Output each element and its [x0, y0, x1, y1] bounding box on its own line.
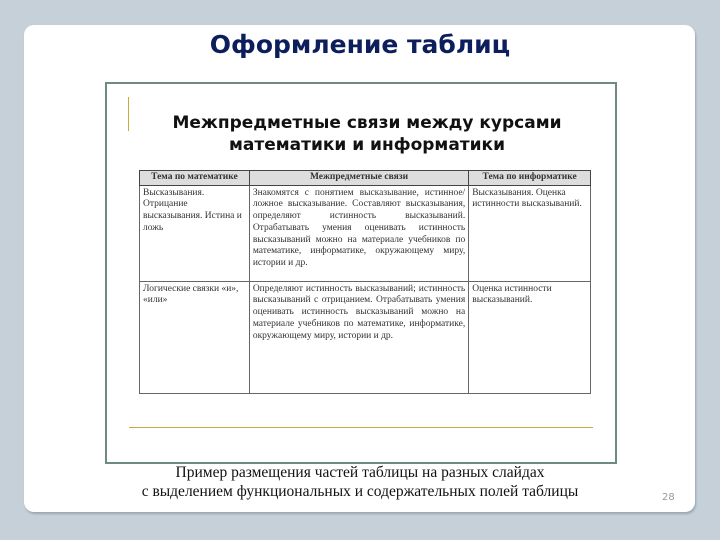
accent-line-horizontal — [129, 427, 593, 428]
table-row — [140, 185, 591, 281]
table-header-row — [140, 171, 591, 186]
caption-line1: Пример размещения частей таблицы на разных слайдах — [175, 464, 545, 481]
table-cell: Оценка истинности высказываний. — [469, 281, 591, 393]
table-cell: Высказывания. Оценка истинности высказываний. — [469, 185, 591, 281]
table-cell: Логические связки «и», «или» — [140, 281, 250, 393]
accent-line-vertical — [128, 97, 129, 131]
image-heading — [147, 112, 587, 156]
header-math: Тема по математике — [140, 171, 250, 186]
table-cell: Знакомятся с понятием высказывание, истинное/ложное высказывание. Составляют высказывания, определяют истинность высказываний. Отрабатывать умения оценивать истинность высказываний можно на материале учебников по математике, информатике, окружающему миру, истории и др. — [249, 185, 468, 281]
table-cell: Высказывания. Отрицание высказывания. Истина и ложь — [140, 185, 250, 281]
table-row — [140, 281, 591, 393]
image-heading-line2: математики и информатики — [228, 135, 506, 155]
caption — [95, 463, 625, 501]
caption-line2: с выделением функциональных и содержательных полей таблицы — [141, 483, 579, 500]
page-number: 28 — [662, 492, 675, 503]
image-heading-line1: Межпредметные связи между курсами — [172, 113, 562, 133]
header-cs: Тема по информатике — [469, 171, 591, 186]
header-links: Межпредметные связи — [249, 171, 468, 186]
table-cell: Определяют истинность высказываний; истинность высказываний с отрицанием. Отрабатывать умения оценивать истинность высказываний можно на материале учебников по математике, информатике, окружающему миру, истории и др. — [249, 281, 468, 393]
subject-links-table — [139, 170, 591, 394]
slide-title: Оформление таблиц — [209, 30, 511, 59]
table-image — [105, 82, 617, 464]
